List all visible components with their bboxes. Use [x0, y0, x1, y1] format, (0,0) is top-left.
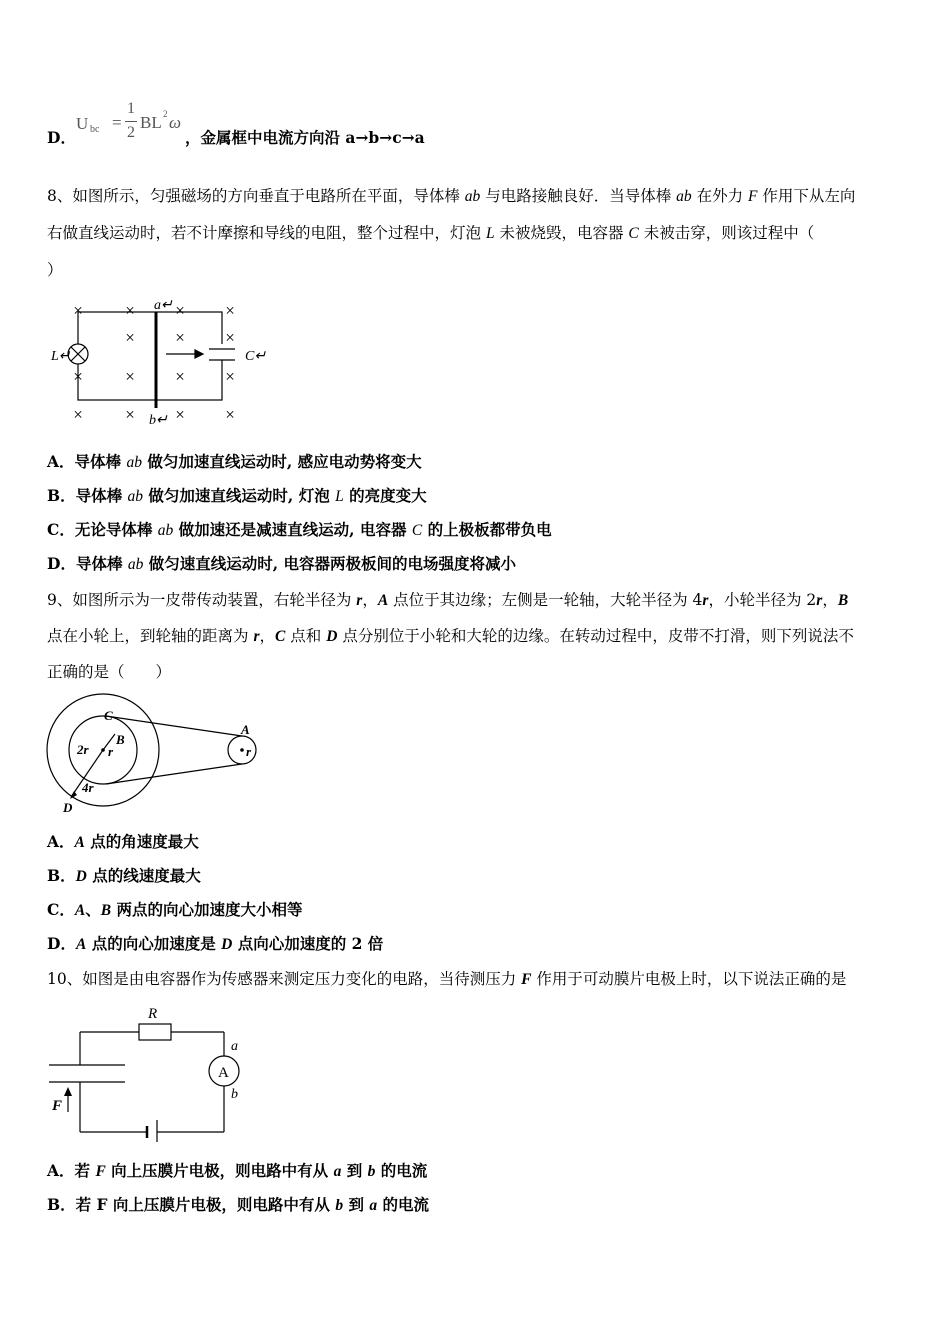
formula-eq: = [112, 113, 122, 132]
q8-option-d: D．导体棒 ab 做匀速直线运动时, 电容器两极板间的电场强度将减小 [47, 554, 517, 573]
q9-option-d: D．A 点的向心加速度是 D 点向心加速度的 2 倍 [47, 934, 384, 953]
label-F: F [52, 1098, 63, 1114]
q10-option-a: A．若 F 向上压膜片电极，则电路中有从 a 到 b 的电流 [47, 1161, 428, 1180]
formula-u: U [76, 114, 89, 133]
magnetic-field-cross: × [125, 367, 135, 386]
label-R: R [148, 1006, 158, 1022]
magnetic-field-cross: × [175, 367, 185, 386]
magnetic-field-cross: × [73, 367, 83, 386]
q7-option-d-text: ，金属框中电流方向沿 a→b→c→a [185, 128, 425, 147]
label-C: C↵ [245, 349, 267, 364]
q9-option-b: B．D 点的线速度最大 [47, 866, 201, 885]
q7-formula [76, 100, 196, 150]
label-b: b [231, 1087, 238, 1102]
label-a: a↵ [154, 298, 173, 313]
q8-option-c: C．无论导体棒 ab 做加速还是减速直线运动, 电容器 C 的上极板都带负电 [47, 520, 552, 539]
formula-den: 2 [127, 124, 135, 141]
circuit-frame [78, 312, 222, 400]
magnetic-field-cross: × [225, 405, 235, 424]
label-b: b↵ [149, 413, 168, 428]
magnetic-field-cross: × [73, 301, 83, 320]
q9-option-a: A．A 点的角速度最大 [47, 832, 199, 851]
q8-stem-line-1: 8、如图所示，匀强磁场的方向垂直于电路所在平面，导体棒 ab 与电路接触良好．当导体棒 ab 在外力 F 作用下从左向 [47, 187, 856, 205]
q9-stem-line-1: 9、如图所示为一皮带传动装置，右轮半径为 r，A 点位于其边缘；左侧是一轮轴，大轮半径为 4r，小轮半径为 2r，B [47, 591, 849, 609]
label-meter-A: A [218, 1065, 229, 1081]
q8-option-a: A．导体棒 ab 做匀加速直线运动时, 感应电动势将变大 [47, 452, 422, 471]
magnetic-field-cross: × [125, 405, 135, 424]
magnetic-field-cross: × [125, 328, 135, 347]
magnetic-field-cross: × [175, 301, 185, 320]
q9-stem-line-3: 正确的是（ ） [47, 663, 172, 681]
resistor-R [139, 1024, 171, 1040]
label-r-a: r [246, 744, 252, 759]
q9-option-c: C．A、B 两点的向心加速度大小相等 [47, 900, 303, 919]
q8-circuit-figure [45, 292, 275, 432]
formula-bar [125, 121, 137, 122]
q10-circuit-figure [45, 1000, 255, 1140]
label-r-b: r [108, 744, 114, 759]
magnetic-field-cross: × [175, 328, 185, 347]
label-C: C [104, 708, 113, 723]
q10-stem-line-1: 10、如图是由电容器作为传感器来测定压力变化的电路，当待测压力 F 作用于可动膜片电极上时，以下说法正确的是 [47, 970, 847, 988]
option-label: D． [47, 128, 76, 147]
formula-sub: bc [90, 124, 100, 135]
q8-stem-line-3: ） [47, 261, 63, 279]
formula-sup: 2 [163, 109, 168, 119]
q8-option-b: B．导体棒 ab 做匀加速直线运动时, 灯泡 L 的亮度变大 [47, 486, 427, 505]
magnetic-field-cross: × [73, 405, 83, 424]
label-A: A [241, 722, 250, 737]
label-L: L↵ [51, 349, 71, 364]
magnetic-field-cross: × [225, 367, 235, 386]
label-4r: 4r [82, 780, 94, 795]
q9-stem-line-2: 点在小轮上，到轮轴的距离为 r，C 点和 D 点分别位于小轮和大轮的边缘。在转动过程中，皮带不打滑，则下列说法不 [47, 627, 854, 645]
formula-bl: BL [140, 113, 162, 132]
formula-num: 1 [127, 100, 135, 117]
q8-stem-line-2: 右做直线运动时，若不计摩擦和导线的电阻，整个过程中，灯泡 L 未被烧毁，电容器 C 未被击穿，则该过程中（ [47, 224, 815, 242]
label-D: D [63, 800, 73, 815]
magnetic-field-cross: × [225, 328, 235, 347]
magnetic-field-cross: × [125, 301, 135, 320]
label-B: B [116, 732, 125, 747]
label-2r: 2r [77, 742, 89, 757]
formula-omega: ω [169, 113, 182, 132]
magnetic-field-cross: × [175, 405, 185, 424]
magnetic-field-cross: × [225, 301, 235, 320]
label-a: a [231, 1039, 238, 1054]
q7-option-d [47, 128, 76, 148]
q10-option-b: B．若 F 向上压膜片电极，则电路中有从 b 到 a 的电流 [47, 1195, 430, 1214]
q9-belt-figure [40, 694, 270, 816]
